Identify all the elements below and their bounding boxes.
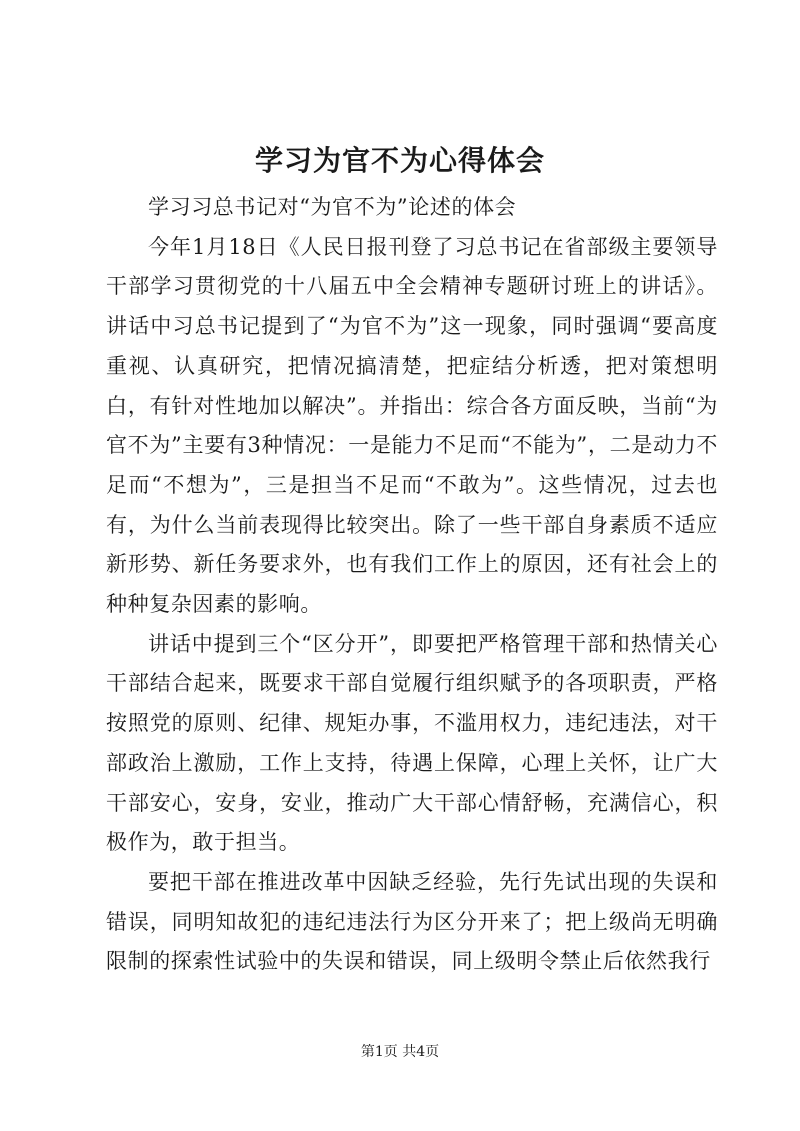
paragraph-1: 今年1月18日《人民日报刊登了习总书记在省部级主要领导干部学习贯彻党的十八届五中全会精神专题研讨班上的讲话》。讲话中习总书记提到了“为官不为”这一现象，同时强调“要高度重视、认真研究，把情况搞清楚，把症结分析透，把对策想明白，有针对性地加以解决”。并指出：综合各方面反映，当前“为官不为”主要有3种情况：一是能力不足而“不能为”，二是动力不足而“不想为”，三是担当不足而“不敢为”。这些情况，过去也有，为什么当前表现得比较突出。除了一些干部自身素质不适应新形势、新任务要求外，也有我们工作上的原因，还有社会上的种种复杂因素的影响。	[106, 234, 718, 617]
page-footer: 第1页 共4页	[360, 1044, 440, 1060]
document-subtitle: 学习习总书记对“为官不为”论述的体会	[148, 195, 517, 219]
document-body	[106, 188, 718, 982]
paragraph-2: 讲话中提到三个“区分开”，即要把严格管理干部和热情关心干部结合起来，既要求干部自觉履行组织赋予的各项职责，严格按照党的原则、纪律、规矩办事，不滥用权力，违纪违法，对干部政治上激励，工作上支持，待遇上保障，心理上关怀，让广大干部安心，安身，安业，推动广大干部心情舒畅，充满信心，积极作为，敢于担当。	[106, 631, 718, 855]
document-title: 学习为官不为心得体会	[254, 144, 545, 177]
paragraph-3: 要把干部在推进改革中因缺乏经验，先行先试出现的失误和错误，同明知故犯的违纪违法行为区分开来了；把上级尚无明确限制的探索性试验中的失误和错误，同上级明令禁止后依然我行	[106, 869, 718, 974]
